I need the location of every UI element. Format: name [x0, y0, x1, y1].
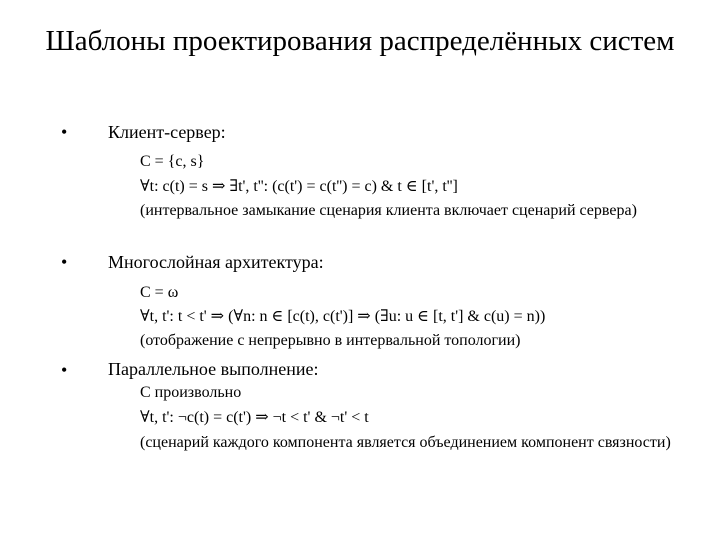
item-heading-parallel: Параллельное выполнение: — [108, 359, 319, 379]
bullet-marker: • — [61, 252, 68, 272]
bullet-marker: • — [61, 122, 68, 142]
explanation-line: (интервальное замыкание сценария клиента включает сценарий сервера) — [140, 202, 637, 219]
explanation-line: (сценарий каждого компонента является объединением компонент связности) — [140, 434, 671, 451]
slide-title: Шаблоны проектирования распределённых систем — [45, 25, 675, 57]
formula-line: ∀t: c(t) = s ⇒ ∃t', t'': (c(t') = c(t'') = c) & t ∈ [t', t''] — [140, 178, 458, 195]
item-heading-client-server: Клиент-сервер: — [108, 122, 226, 142]
formula-line: C произвольно — [140, 384, 242, 401]
explanation-line: (отображение c непрерывно в интервальной топологии) — [140, 332, 521, 349]
formula-line: ∀t, t': t < t' ⇒ (∀n: n ∈ [c(t), c(t')] ⇒ (∃u: u ∈ [t, t'] & c(u) = n)) — [140, 308, 546, 325]
formula-line: C = ω — [140, 284, 179, 301]
formula-line: C = {c, s} — [140, 153, 205, 170]
bullet-marker: • — [61, 360, 68, 380]
formula-line: ∀t, t': ¬c(t) = c(t') ⇒ ¬t < t' & ¬t' < t — [140, 409, 369, 426]
item-heading-layered: Многослойная архитектура: — [108, 252, 324, 272]
